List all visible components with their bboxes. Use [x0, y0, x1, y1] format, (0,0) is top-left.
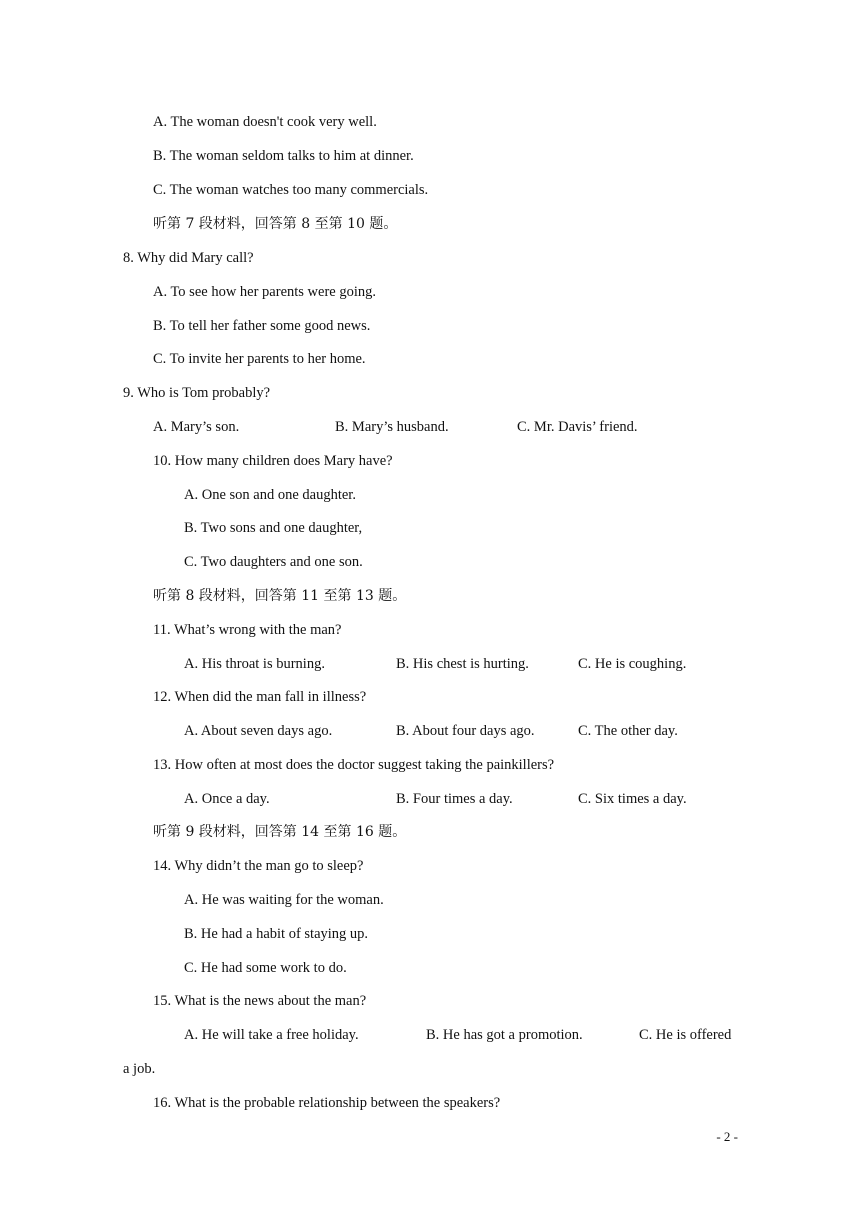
- q7-option-a: A. The woman doesn't cook very well.: [153, 114, 377, 130]
- section-8-header: 听第 8 段材料，回答第 11 至第 13 题。: [153, 588, 407, 604]
- q14-question: 14. Why didn’t the man go to sleep?: [153, 858, 364, 874]
- q8-option-b: B. To tell her father some good news.: [153, 318, 371, 334]
- q15-option-b: B. He has got a promotion.: [426, 1027, 583, 1043]
- q10-option-a: A. One son and one daughter.: [184, 487, 356, 503]
- q7-option-c: C. The woman watches too many commercials.: [153, 182, 429, 198]
- q8-question: 8. Why did Mary call?: [123, 250, 254, 266]
- q15-option-c-continuation: a job.: [123, 1061, 156, 1077]
- q9-question: 9. Who is Tom probably?: [123, 385, 271, 401]
- q14-option-b: B. He had a habit of staying up.: [184, 926, 369, 942]
- q15-option-c: C. He is offered: [639, 1027, 732, 1043]
- q9-option-b: B. Mary’s husband.: [335, 419, 449, 435]
- q15-question: 15. What is the news about the man?: [153, 993, 367, 1009]
- section-9-header: 听第 9 段材料，回答第 14 至第 16 题。: [153, 824, 407, 840]
- section-7-header: 听第 7 段材料，回答第 8 至第 10 题。: [153, 216, 398, 232]
- q13-option-b: B. Four times a day.: [396, 791, 513, 807]
- q11-option-c: C. He is coughing.: [578, 656, 687, 672]
- q12-option-c: C. The other day.: [578, 723, 678, 739]
- q16-question: 16. What is the probable relationship between the speakers?: [153, 1095, 501, 1111]
- page-number: - 2 -: [716, 1129, 738, 1144]
- q8-option-a: A. To see how her parents were going.: [153, 284, 377, 300]
- q15-option-a: A. He will take a free holiday.: [184, 1027, 359, 1043]
- q13-question: 13. How often at most does the doctor suggest taking the painkillers?: [153, 757, 555, 773]
- q9-option-a: A. Mary’s son.: [153, 419, 240, 435]
- q13-option-c: C. Six times a day.: [578, 791, 687, 807]
- q10-question: 10. How many children does Mary have?: [153, 453, 393, 469]
- q8-option-c: C. To invite her parents to her home.: [153, 351, 366, 367]
- q12-question: 12. When did the man fall in illness?: [153, 689, 367, 705]
- q10-option-c: C. Two daughters and one son.: [184, 554, 363, 570]
- q13-option-a: A. Once a day.: [184, 791, 270, 807]
- q12-option-b: B. About four days ago.: [396, 723, 535, 739]
- q9-option-c: C. Mr. Davis’ friend.: [517, 419, 638, 435]
- q14-option-a: A. He was waiting for the woman.: [184, 892, 384, 908]
- q10-option-b: B. Two sons and one daughter,: [184, 520, 363, 536]
- q12-option-a: A. About seven days ago.: [184, 723, 333, 739]
- q11-option-a: A. His throat is burning.: [184, 656, 325, 672]
- q14-option-c: C. He had some work to do.: [184, 960, 347, 976]
- q11-question: 11. What’s wrong with the man?: [153, 622, 342, 638]
- q11-option-b: B. His chest is hurting.: [396, 656, 529, 672]
- q7-option-b: B. The woman seldom talks to him at dinner.: [153, 148, 414, 164]
